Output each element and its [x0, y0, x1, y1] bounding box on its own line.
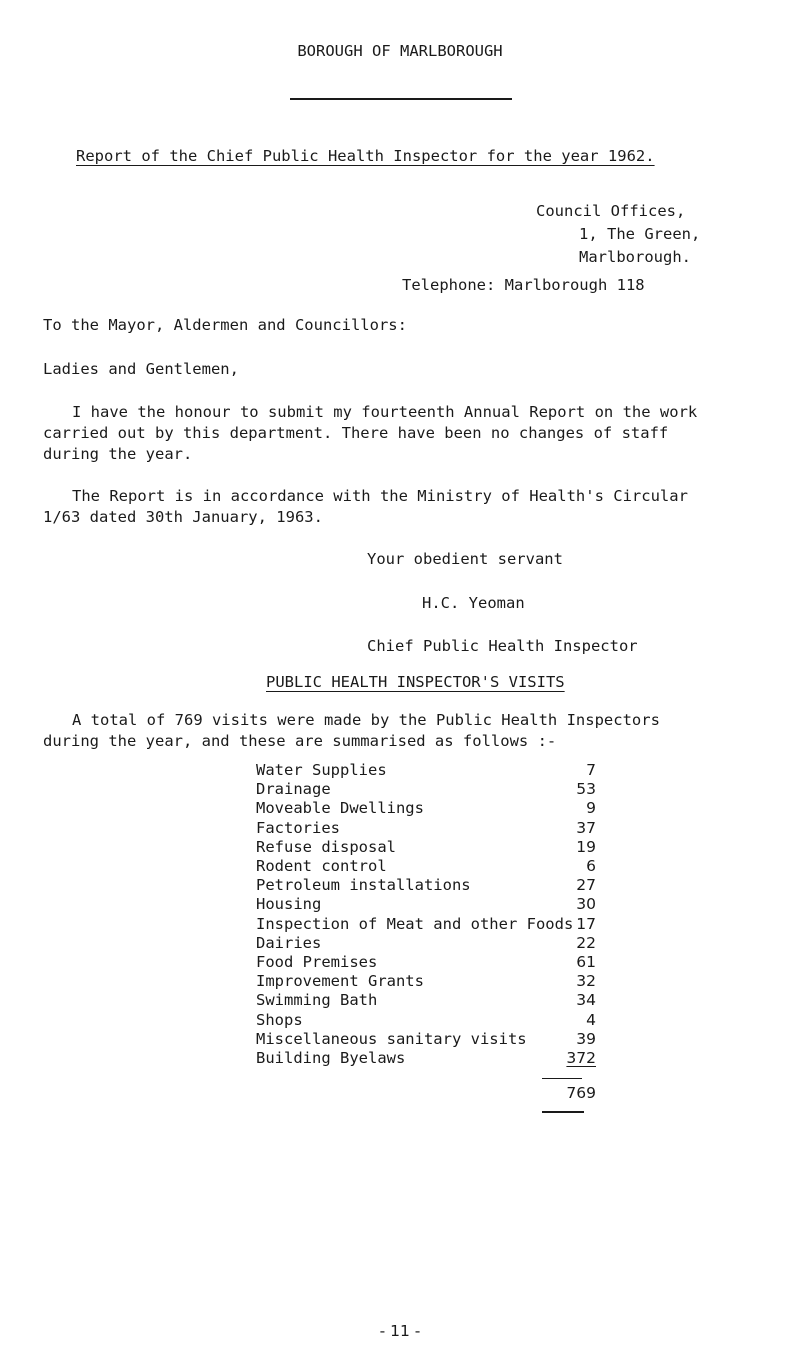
visit-count: 61 [576, 953, 596, 971]
table-row [256, 972, 596, 991]
visit-category: Petroleum installations [256, 876, 471, 895]
visit-category: Shops [256, 1010, 303, 1029]
visit-count: 9 [586, 799, 596, 818]
visit-count: 372 [566, 1049, 596, 1067]
address-line-3: Marlborough. [579, 248, 691, 266]
visit-category: Moveable Dwellings [256, 799, 424, 818]
visit-category: Food Premises [256, 953, 378, 971]
borough-title: BOROUGH OF MARLBOROUGH [297, 42, 503, 60]
visit-category: Water Supplies [256, 761, 387, 779]
table-row [256, 780, 596, 799]
total-rule-top [542, 1078, 582, 1079]
visit-category: Inspection of Meat and other Foods [256, 914, 574, 933]
visit-count: 17 [576, 914, 596, 933]
visit-category: Improvement Grants [256, 972, 424, 991]
visit-count: 19 [576, 837, 596, 856]
paragraph-1-line-3: during the year. [43, 445, 193, 463]
table-row [256, 799, 596, 818]
table-row [256, 1049, 596, 1068]
report-title: Report of the Chief Public Health Inspector for the year 1962. [76, 147, 655, 165]
table-row [256, 819, 596, 838]
visit-count: 32 [576, 972, 596, 991]
visit-category: Building Byelaws [256, 1049, 406, 1067]
visit-category: Housing [256, 895, 322, 914]
table-row [256, 857, 596, 876]
paragraph-1-line-1: I have the honour to submit my fourteenth Annual Report on the work [72, 403, 698, 421]
visit-count: 53 [576, 780, 596, 799]
table-row [256, 838, 596, 857]
visit-category: Factories [256, 818, 340, 837]
visit-count: 7 [586, 761, 596, 779]
address-line-1: Council Offices, [536, 202, 686, 220]
visits-intro-line-2: during the year, and these are summarised as follows :- [43, 732, 557, 750]
paragraph-2-line-2: 1/63 dated 30th January, 1963. [43, 508, 323, 526]
visit-category: Refuse disposal [256, 837, 396, 856]
table-row [256, 953, 596, 972]
salutation-to: To the Mayor, Aldermen and Councillors: [43, 316, 407, 334]
table-row [256, 895, 596, 914]
visit-count: 37 [576, 818, 596, 837]
visit-category: Miscellaneous sanitary visits [256, 1029, 527, 1048]
table-row [256, 876, 596, 895]
visit-count: 4 [586, 1010, 596, 1029]
visit-count: 30 [576, 895, 596, 914]
address-line-2: 1, The Green, [579, 225, 701, 243]
title-divider [290, 98, 512, 100]
table-row [256, 915, 596, 934]
greeting: Ladies and Gentlemen, [43, 360, 239, 378]
visit-count: 34 [576, 991, 596, 1010]
paragraph-2-line-1: The Report is in accordance with the Ministry of Health's Circular [72, 487, 688, 505]
visit-count: 27 [576, 876, 596, 895]
visit-count: 6 [586, 857, 596, 875]
paragraph-1-line-2: carried out by this department. There have been no changes of staff [43, 424, 669, 442]
visit-count: 22 [576, 933, 596, 952]
visit-count: 39 [576, 1029, 596, 1048]
visits-intro-line-1: A total of 769 visits were made by the Public Health Inspectors [72, 711, 660, 729]
table-row [256, 1011, 596, 1030]
visits-heading: PUBLIC HEALTH INSPECTOR'S VISITS [266, 673, 565, 691]
signature-name: H.C. Yeoman [422, 594, 525, 612]
total-rule-bottom [542, 1111, 584, 1113]
visits-total: 769 [566, 1084, 596, 1102]
visit-category: Drainage [256, 780, 331, 799]
table-row [256, 991, 596, 1010]
visit-category: Dairies [256, 933, 322, 952]
closing: Your obedient servant [367, 550, 563, 568]
signature-title: Chief Public Health Inspector [367, 637, 638, 655]
visit-category: Rodent control [256, 857, 387, 875]
table-row [256, 1030, 596, 1049]
table-row [256, 934, 596, 953]
page-number: - 11 - [379, 1322, 421, 1340]
table-row [256, 761, 596, 780]
visit-category: Swimming Bath [256, 991, 378, 1010]
telephone-line: Telephone: Marlborough 118 [402, 276, 645, 294]
